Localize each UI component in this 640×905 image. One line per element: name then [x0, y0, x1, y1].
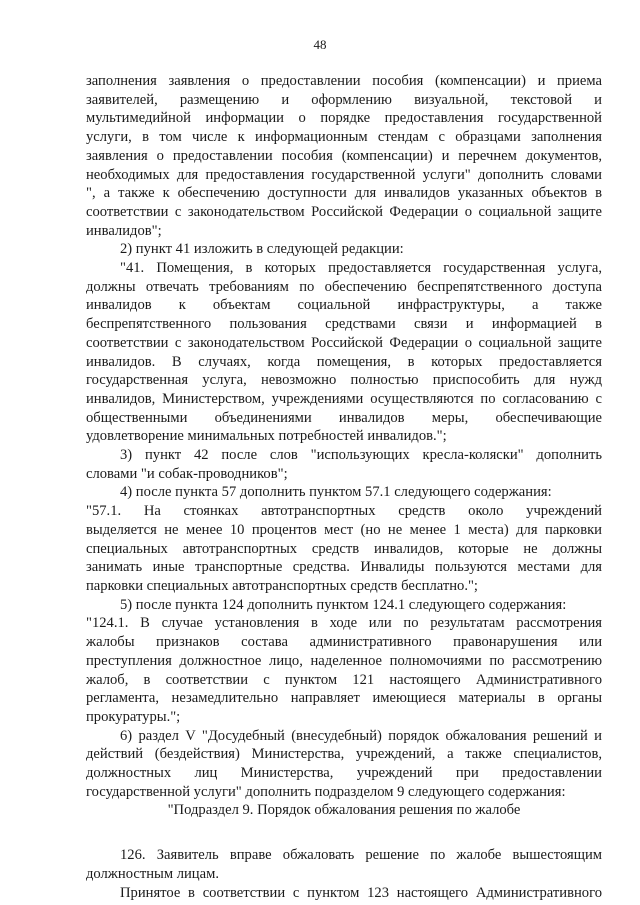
- text-line: инвалидов. В случаях, когда помещения, в которых предоставляется: [86, 353, 602, 370]
- page-number: 48: [313, 37, 327, 52]
- text-line: жалобы признаков состава административного правонарушения или: [86, 634, 602, 651]
- text-line: государственная услуга, невозможно полностью приспособить для нужд: [86, 372, 602, 389]
- text-line: удовлетворение минимальных потребностей инвалидов.";: [86, 428, 447, 445]
- text-line: заполнения заявления о предоставлении пособия (компенсации) и приема: [86, 73, 602, 89]
- text-line: государственной услуги" дополнить подразделом 9 следующего содержания:: [86, 783, 566, 800]
- subsection-heading: "Подраздел 9. Порядок обжалования решения по жалобе: [167, 802, 521, 819]
- text-line: "124.1. В случае установления в ходе или по результатам рассмотрения: [86, 615, 602, 632]
- text-line: выделяется не менее 10 процентов мест (но не менее 1 места) для парковки: [86, 521, 602, 538]
- text-line: заявления о предоставлении пособия (компенсации) и перечнем документов,: [86, 147, 602, 164]
- text-line: услуги, в том числе к информационным стендам с образцами заполнения: [86, 129, 602, 146]
- text-line: прокуратуры.";: [86, 708, 181, 725]
- spacer: [86, 820, 602, 846]
- text-line: "41. Помещения, в которых предоставляется государственная услуга,: [120, 260, 602, 277]
- text-line: инвалидов к объектам социальной инфраструктуры, а также: [86, 297, 602, 314]
- text-line: жалоб, в соответствии с пунктом 121 настоящего Административного: [86, 671, 602, 688]
- text-line: необходимых для предоставления государственной услуги" дополнить словами: [86, 166, 602, 183]
- text-line: соответствии с законодательством Российской Федерации о социальной защите: [86, 334, 602, 351]
- text-line: регламента, незамедлительно направляет имеющиеся материалы в органы: [86, 690, 602, 707]
- text-line: словами "и собак-проводников";: [86, 465, 288, 482]
- text-line: соответствии с законодательством Российской Федерации о социальной защите: [86, 203, 602, 220]
- text-line: инвалидов";: [86, 222, 162, 239]
- text-line: 126. Заявитель вправе обжаловать решение по жалобе вышестоящим: [120, 847, 602, 864]
- text-line: "57.1. На стоянках автотранспортных средств около учреждений: [86, 503, 602, 520]
- text-line: должностных лиц Министерства, учреждений при предоставлении: [86, 765, 602, 782]
- text-line: 4) после пункта 57 дополнить пунктом 57.1 следующего содержания:: [120, 484, 552, 501]
- text-line: 3) пункт 42 после слов "использующих кресла-коляски" дополнить: [120, 447, 602, 464]
- text-line: занимать иные транспортные средства. Инвалиды пользуются местами для: [86, 559, 602, 576]
- text-line: Принятое в соответствии с пунктом 123 настоящего Административного: [120, 884, 602, 901]
- text-line: 5) после пункта 124 дополнить пунктом 124.1 следующего содержания:: [120, 596, 567, 613]
- text-line: инвалидов, Министерством, учреждениями осуществляются по согласованию с: [86, 390, 602, 407]
- text-line: беспрепятственного пользования средствами связи и информацией в: [86, 316, 602, 333]
- text-line: должны отвечать требованиям по обеспечению беспрепятственного доступа: [86, 278, 602, 295]
- subsection-text: [86, 846, 602, 902]
- document-body: [86, 72, 602, 902]
- text-line: должностным лицам.: [86, 865, 219, 882]
- text-line: действий (бездействия) Министерства, учреждений, а также специалистов,: [86, 746, 602, 763]
- text-line: парковки специальных автотранспортных средств бесплатно.";: [86, 577, 478, 594]
- text-line: 2) пункт 41 изложить в следующей редакции:: [120, 241, 404, 258]
- text-line: мультимедийной информации о порядке предоставления государственной: [86, 110, 602, 127]
- text-line: ", а также к обеспечению доступности для инвалидов указанных объектов в: [86, 185, 602, 202]
- text-line: 6) раздел V "Досудебный (внесудебный) порядок обжалования решений и: [120, 727, 602, 744]
- text-line: общественными объединениями инвалидов меры, обеспечивающие: [86, 409, 602, 426]
- text-line: заявителей, размещению и оформлению визуальной, текстовой и: [86, 91, 602, 108]
- text-line: преступления должностное лицо, наделенное полномочиями по рассмотрению: [86, 652, 602, 669]
- text-line: специальных автотранспортных средств инвалидов, которые не должны: [86, 540, 602, 557]
- amendment-text: [86, 72, 602, 801]
